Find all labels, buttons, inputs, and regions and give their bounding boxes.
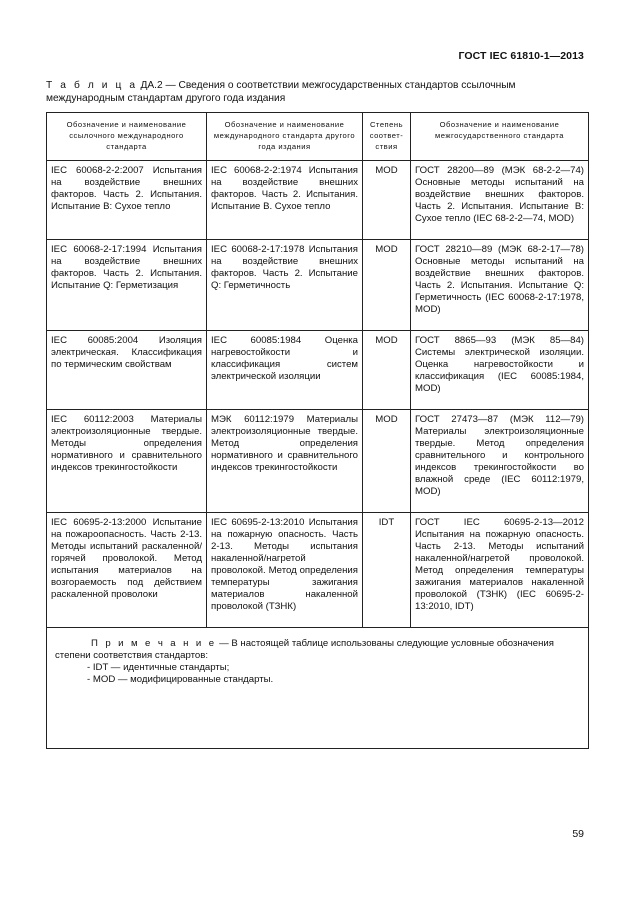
note-item-mod: - MOD — модифицированные стандарты. (87, 674, 274, 685)
header-other-year-standard: Обозначение и наименование международного стандарта другого года издания (207, 113, 363, 161)
cell-interstate-standard: ГОСТ 27473—87 (МЭК 112—79) Материалы электроизоляционные твердые. Метод определения сравнительного и контрольного индексов трекингостойкости во влажной среде (IEC 60112:1979, MOD) (411, 410, 589, 513)
table-row (47, 331, 589, 410)
cell-reference-standard: IEC 60068-2-17:1994 Испытания на воздействие внешних факторов. Часть 2. Испытания. Испытание Q: Герметизация (47, 240, 207, 331)
table-row (47, 410, 589, 513)
cell-degree: IDT (363, 513, 411, 628)
note-item-idt: - IDT — идентичные стандарты; (87, 662, 230, 673)
document-code: ГОСТ IEC 61810-1—2013 (458, 50, 584, 62)
cell-other-year-standard: IEC 60068-2-17:1978 Испытания на воздействие внешних факторов. Часть 2. Испытание Q: Герметичность (207, 240, 363, 331)
standards-correspondence-table (46, 112, 589, 749)
table-header-row (47, 113, 589, 161)
cell-degree: MOD (363, 410, 411, 513)
note-text: — В настоящей таблице использованы следующие условные обозначения степени соответствия стандартов: (55, 638, 554, 661)
cell-interstate-standard: ГОСТ 8865—93 (МЭК 85—84) Системы электрической изоляции. Оценка нагревостойкости и классификация (IEC 60085:1984, MOD) (411, 331, 589, 410)
cell-other-year-standard: IEC 60695-2-13:2010 Испытания на пожарную опасность. Часть 2-13. Методы испытания накаленной/нагретой проволокой. Метод определения температуры зажигания материалов накаленной проволокой (ТЗНК) (207, 513, 363, 628)
caption-label: Т а б л и ц а (46, 80, 138, 91)
header-degree: Степень соответ-ствия (363, 113, 411, 161)
table-caption (46, 79, 588, 105)
cell-interstate-standard: ГОСТ 28200—89 (МЭК 68-2-2—74) Основные методы испытаний на воздействие внешних факторов. Часть 2. Испытания. Испытание В: Сухое тепло (IEC 68-2-2—74, MOD) (411, 161, 589, 240)
cell-interstate-standard: ГОСТ 28210—89 (МЭК 68-2-17—78) Основные методы испытаний на воздействие внешних факторов. Часть 2. Испытания. Испытание Q: Герметичность (IEC 60068-2-17:1978, MOD) (411, 240, 589, 331)
cell-other-year-standard: IEC 60085:1984 Оценка нагревостойкости и классификация систем электрической изоляции (207, 331, 363, 410)
table-row (47, 513, 589, 628)
note-title: П р и м е ч а н и е (91, 638, 217, 649)
cell-interstate-standard: ГОСТ IEC 60695-2-13—2012 Испытания на пожарную опасность. Часть 2-13. Методы испытаний накаленной/нагретой проволокой. Метод определения температуры зажигания материалов накаленной проволокой (ТЗНК) (IEC 60695-2-13:2010, IDT) (411, 513, 589, 628)
cell-reference-standard: IEC 60112:2003 Материалы электроизоляционные твердые. Методы определения нормативного и сравнительного индексов трекингостойкости (47, 410, 207, 513)
table-note (47, 628, 589, 749)
table-row (47, 240, 589, 331)
cell-degree: MOD (363, 161, 411, 240)
cell-degree: MOD (363, 240, 411, 331)
cell-reference-standard: IEC 60068-2-2:2007 Испытания на воздействие внешних факторов. Часть 2. Испытания. Испытание В: Сухое тепло (47, 161, 207, 240)
table-row (47, 161, 589, 240)
note-intro (55, 638, 580, 662)
header-interstate-standard: Обозначение и наименование межгосударственного стандарта (411, 113, 589, 161)
table-note-row (47, 628, 589, 749)
cell-other-year-standard: IEC 60068-2-2:1974 Испытания на воздействие внешних факторов. Часть 2. Испытания. Испытание В. Сухое тепло (207, 161, 363, 240)
cell-degree: MOD (363, 331, 411, 410)
header-reference-standard: Обозначение и наименование ссылочного международного стандарта (47, 113, 207, 161)
cell-other-year-standard: МЭК 60112:1979 Материалы электроизоляционные твердые. Метод определения нормативного и сравнительного индексов трекингостойкости (207, 410, 363, 513)
cell-reference-standard: IEC 60085:2004 Изоляция электрическая. Классификация по термическим свойствам (47, 331, 207, 410)
cell-reference-standard: IEC 60695-2-13:2000 Испытание на пожароопасность. Часть 2-13. Методы испытаний раскаленной/горячей проволокой. Метод испытания материалов на возгораемость под действием раскаленной проволоки (47, 513, 207, 628)
page-number: 59 (572, 828, 584, 840)
caption-text: ДА.2 — Сведения о соответствии межгосударственных стандартов ссылочным международным стандартам другого года издания (46, 80, 516, 104)
